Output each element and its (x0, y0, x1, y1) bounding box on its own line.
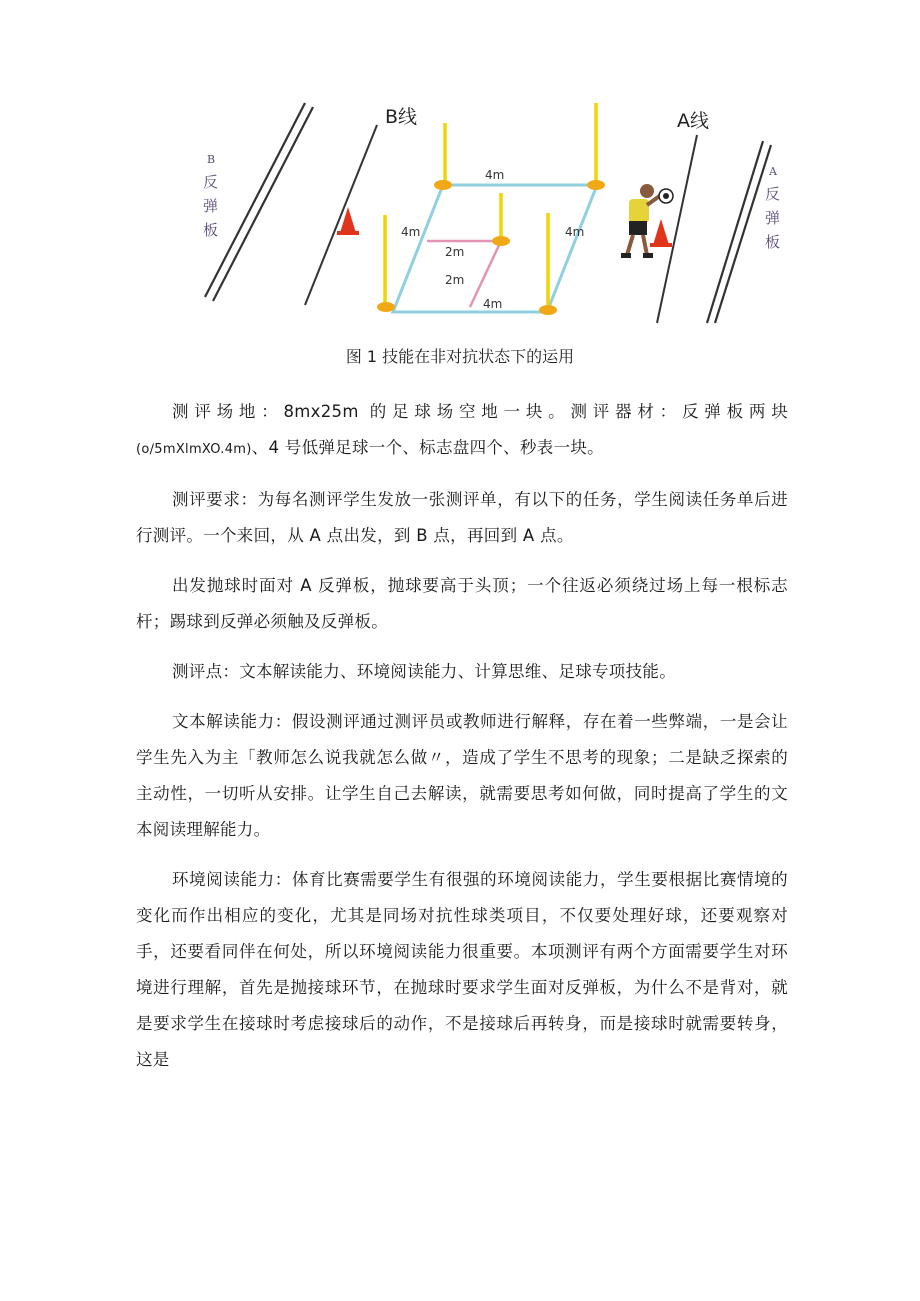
b-board-label (203, 153, 218, 239)
marker-disc-4 (377, 302, 395, 312)
a-board-line-1 (707, 141, 763, 323)
paragraph-venue-tail: 、4 号低弹足球一个、标志盘四个、秒表一块。 (251, 438, 604, 457)
a-board-char-3: 弹 (765, 209, 781, 227)
b-board-line-1 (205, 103, 305, 297)
cone-a (653, 219, 669, 245)
dist-bottom-label: 4m (483, 297, 503, 311)
a-board-label (765, 165, 780, 251)
b-line-label: B线 (385, 106, 418, 128)
field-boundary (393, 185, 597, 312)
article-body (136, 394, 788, 1092)
paragraph-environment-reading: 环境阅读能力：体育比赛需要学生有很强的环境阅读能力，学生要根据比赛情境的变化而作出相应的变化，尤其是同场对抗性球类项目，不仅要处理好球，还要观察对手，还要看同伴在何处，所以环境阅读能力很重要。本项测评有两个方面需要学生对环境进行理解，首先是抛接球环节，在抛球时要求学生面对反弹板，为什么不是背对，就是要求学生在接球时考虑接球后的动作，不是接球后再转身，而是接球时就需要转身，这是 (136, 870, 788, 1069)
paragraph-requirements: 测评要求：为每名测评学生发放一张测评单，有以下的任务，学生阅读任务单后进行测评。一个来回，从 A 点出发，到 B 点，再回到 A 点。 (136, 490, 788, 545)
cone-a-base (650, 243, 672, 247)
a-board-char-1: A (769, 165, 777, 178)
b-board-char-2: 反 (203, 173, 219, 191)
paragraph-venue-main: 测评场地：8mx25m 的足球场空地一块。测评器材：反弹板两块 (172, 402, 788, 421)
b-board-line-2 (213, 107, 313, 301)
paragraph-text-reading: 文本解读能力：假设测评通过测评员或教师进行解释，存在着一些弊端，一是会让学生先入为主「教师怎么说我就怎么做〃，造成了学生不思考的现象；二是缺乏探索的主动性，一切听从安排。让学生自己去解读，就需要思考如何做，同时提高了学生的文本阅读理解能力。 (136, 712, 788, 839)
marker-disc-2 (587, 180, 605, 190)
marker-disc-5 (539, 305, 557, 315)
marker-disc-1 (434, 180, 452, 190)
dist-mid-lower-label: 2m (445, 273, 465, 287)
a-board-line-2 (715, 145, 771, 323)
board-dimensions: (o∕5mXlmXO.4m) (136, 442, 252, 457)
b-line (305, 125, 377, 305)
b-board-char-3: 弹 (203, 197, 219, 215)
field-diagram-svg (195, 95, 795, 325)
figure-caption: 图 1 技能在非对抗状态下的运用 (345, 347, 575, 366)
b-board-char-4: 板 (203, 221, 219, 239)
cone-b-base (337, 231, 359, 235)
dist-top-label: 4m (485, 168, 505, 182)
paragraph-assessment-points: 测评点：文本解读能力、环境阅读能力、计算思维、足球专项技能。 (172, 662, 676, 681)
soccer-ball-icon (659, 189, 673, 203)
a-board-char-2: 反 (765, 185, 781, 203)
dist-left-label: 4m (401, 225, 421, 239)
dist-mid-upper-label: 2m (445, 245, 465, 259)
marker-disc-3 (492, 236, 510, 246)
a-board-char-4: 板 (765, 233, 781, 251)
field-diagram (195, 95, 795, 325)
a-line-label: A线 (677, 110, 709, 132)
dist-right-label: 4m (565, 225, 585, 239)
b-board-char-1: B (207, 153, 216, 166)
paragraph-venue (136, 394, 788, 468)
paragraph-rules: 出发抛球时面对 A 反弹板，抛球要高于头顶；一个往返必须绕过场上每一根标志杆；踢球到反弹必须触及反弹板。 (136, 576, 788, 631)
